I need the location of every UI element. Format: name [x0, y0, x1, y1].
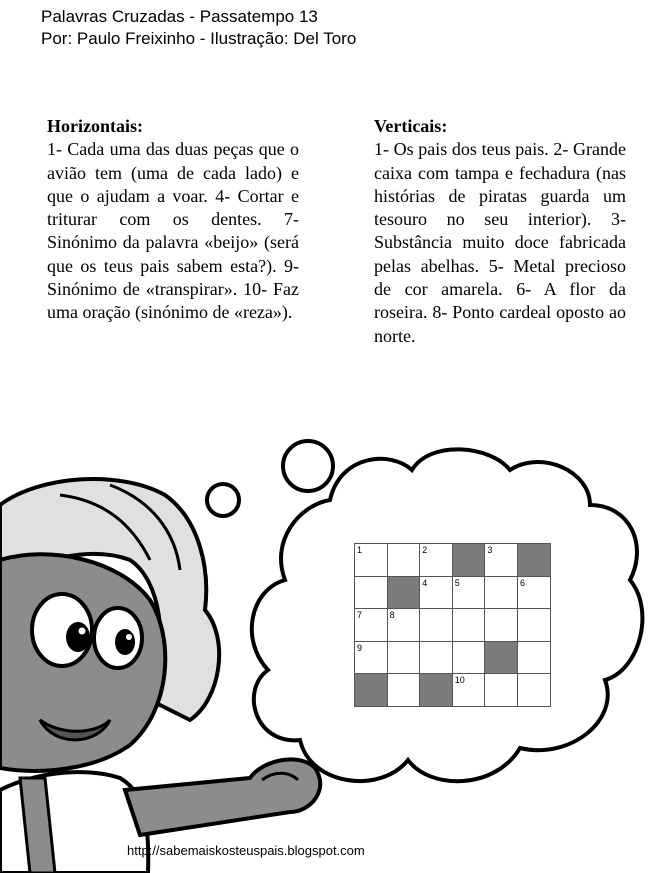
left-pupil — [66, 622, 90, 652]
grid-cell-black — [355, 674, 388, 707]
grid-cell-black — [517, 544, 550, 577]
horizontal-clues-text: 1- Cada uma das duas peças que o avião tem (uma de cada lado) e que o ajudam a voar. 4- Cortar e triturar com os dentes. 7- Sinónimo da palavra «beijo» (será que os teus pais sabem esta?). 9- Sinónimo de «transpirar». 10- Faz uma oração (sinónimo de «reza»). — [47, 139, 299, 323]
arm — [125, 759, 320, 835]
puzzle-title: Palavras Cruzadas - Passatempo 13 — [41, 7, 318, 26]
grid-cell[interactable] — [485, 674, 518, 707]
grid-cell[interactable] — [420, 576, 453, 609]
clue-number: 7 — [357, 610, 363, 621]
vertical-clues-title: Verticais: — [374, 116, 448, 136]
grid-cell[interactable] — [420, 609, 453, 642]
crossword-grid[interactable] — [354, 543, 551, 707]
clue-number: 5 — [454, 577, 460, 588]
grid-cell[interactable] — [355, 609, 388, 642]
grid-cell-black — [485, 641, 518, 674]
grid-cell[interactable] — [420, 544, 453, 577]
grid-row — [355, 576, 551, 609]
grid-cell[interactable] — [485, 544, 518, 577]
grid-cell[interactable] — [452, 674, 485, 707]
clue-number: 6 — [519, 577, 525, 588]
clue-number: 9 — [357, 642, 363, 653]
grid-cell-black — [420, 674, 453, 707]
grid-cell[interactable] — [452, 576, 485, 609]
vertical-clues — [374, 115, 626, 348]
thought-bubble-small — [207, 484, 239, 516]
grid-row — [355, 674, 551, 707]
grid-cell[interactable] — [517, 674, 550, 707]
page-header — [41, 6, 356, 50]
puzzle-credits: Por: Paulo Freixinho - Ilustração: Del Toro — [41, 29, 357, 48]
grid-cell[interactable] — [355, 576, 388, 609]
grid-cell[interactable] — [355, 641, 388, 674]
blog-url[interactable]: http://sabemaiskosteuspais.blogspot.com — [127, 843, 365, 858]
grid-cell[interactable] — [387, 641, 420, 674]
grid-cell[interactable] — [452, 609, 485, 642]
horizontal-clues — [47, 115, 299, 325]
boy-thinking-illustration — [0, 430, 672, 873]
grid-cell[interactable] — [355, 544, 388, 577]
grid-cell[interactable] — [485, 576, 518, 609]
grid-cell[interactable] — [452, 641, 485, 674]
grid-cell[interactable] — [387, 674, 420, 707]
clue-number: 2 — [422, 545, 428, 555]
clue-number: 1 — [357, 545, 363, 555]
grid-row — [355, 641, 551, 674]
clue-number: 3 — [487, 545, 493, 555]
right-pupil — [115, 629, 135, 655]
grid-row — [355, 544, 551, 577]
grid-cell[interactable] — [485, 609, 518, 642]
grid-cell[interactable] — [517, 641, 550, 674]
vertical-clues-text: 1- Os pais dos teus pais. 2- Grande caixa com tampa e fechadura (nas histórias de piratas guarda um tesouro no seu interior). 3- Substância muito doce fabricada pelas abelhas. 5- Metal precioso de cor amarela. 6- A flor da roseira. 8- Ponto cardeal oposto ao norte. — [374, 139, 626, 346]
grid-cell-black — [452, 544, 485, 577]
thought-bubble-medium — [283, 441, 333, 491]
grid-row — [355, 609, 551, 642]
grid-cell[interactable] — [517, 609, 550, 642]
grid-cell-black — [387, 576, 420, 609]
horizontal-clues-title: Horizontais: — [47, 116, 143, 136]
grid-cell[interactable] — [387, 544, 420, 577]
clue-number: 10 — [454, 675, 465, 686]
grid-cell[interactable] — [420, 641, 453, 674]
grid-cell[interactable] — [387, 609, 420, 642]
grid-cell[interactable] — [517, 576, 550, 609]
clue-number: 4 — [422, 577, 428, 588]
clue-number: 8 — [389, 610, 395, 621]
